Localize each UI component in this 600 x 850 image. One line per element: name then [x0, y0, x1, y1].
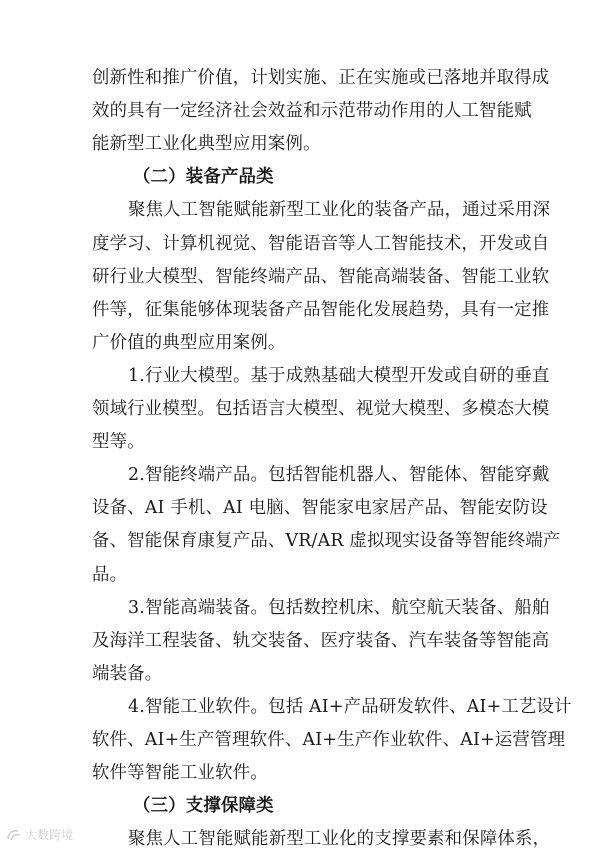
body-line-21: 软件、AI+生产管理软件、AI+生产作业软件、AI+运营管理: [92, 730, 566, 750]
body-line-16: 品。: [92, 564, 128, 585]
body-line-11: 领域行业模型。包括语言大模型、视觉大模型、多模态大模: [92, 399, 550, 419]
item-high-end-equipment: 3.智能高端装备。包括数控机床、航空航天装备、船舶: [128, 597, 550, 618]
body-line-15: 备、智能保育康复产品、VR/AR 虚拟现实设备等智能终端产: [92, 531, 561, 552]
item-industrial-software: 4.智能工业软件。包括 AI+产品研发软件、AI+工艺设计: [128, 696, 572, 717]
body-line-14: 设备、AI 手机、AI 电脑、智能家电家居产品、智能安防设: [92, 498, 548, 519]
section-heading-equipment: （二）装备产品类: [133, 167, 274, 188]
body-line-7: 研行业大模型、智能终端产品、智能高端装备、智能工业软: [92, 266, 550, 287]
body-line-6: 度学习、计算机视觉、智能语音等人工智能技术，开发或自: [92, 233, 550, 254]
body-line-18: 及海洋工程装备、轨交装备、医疗装备、汽车装备等智能高: [92, 630, 550, 651]
body-line-5: 聚焦人工智能赋能新型工业化的装备产品，通过采用深: [128, 200, 551, 221]
section-heading-support: （三）支撑保障类: [133, 796, 274, 817]
watermark-text: 大数跨境: [25, 828, 74, 842]
body-line-2: 效的具有一定经济社会效益和示范带动作用的人工智能赋: [92, 101, 532, 122]
body-line-24: 聚焦人工智能赋能新型工业化的支撑要素和保障体系，: [128, 829, 551, 850]
body-line-12: 型等。: [92, 432, 145, 453]
body-line-9: 广价值的典型应用案例。: [92, 332, 286, 353]
item-smart-terminal: 2.智能终端产品。包括智能机器人、智能体、智能穿戴: [128, 465, 550, 486]
body-line-3: 能新型工业化典型应用案例。: [92, 134, 321, 155]
watermark: [6, 826, 73, 843]
body-line-22: 软件等智能工业软件。: [92, 763, 268, 784]
item-industry-model: 1.行业大模型。基于成熟基础大模型开发或自研的垂直: [128, 365, 550, 386]
brand-logo-icon: [6, 828, 22, 842]
body-line-19: 端装备。: [92, 663, 163, 684]
body-line-1: 创新性和推广价值，计划实施、正在实施或已落地并取得成: [92, 68, 550, 88]
body-line-8: 件等，征集能够体现装备产品智能化发展趋势，具有一定推: [92, 299, 550, 320]
